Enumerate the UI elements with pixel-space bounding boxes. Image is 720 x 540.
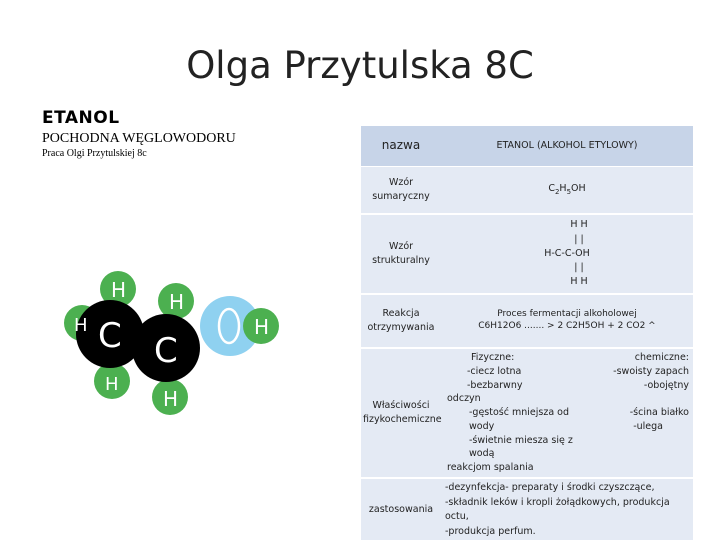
row-value	[441, 214, 693, 294]
row-value: ETANOL (ALKOHOL ETYLOWY)	[441, 126, 693, 166]
table-row	[361, 166, 693, 214]
atom-label: C	[154, 331, 178, 371]
row-value: $C_2H_5OH$	[441, 166, 693, 214]
applications-list: -dezynfekcja- preparaty i środki czyszczące, -składnik leków i kropli żołądkowych, produkcja octu, -produkcja perfum.	[445, 481, 670, 538]
atom-label: C	[98, 316, 122, 356]
atom-label: H	[254, 315, 270, 339]
category-heading: POCHODNA WĘGLOWODORU	[42, 131, 236, 146]
atom-label: H	[74, 315, 88, 336]
chemical-properties: chemiczne: -swoisty zapach -obojętny -ścina białko -ulega	[613, 352, 689, 432]
properties-columns	[445, 351, 689, 475]
table-row	[361, 214, 693, 294]
row-key: Wzór strukturalny	[361, 214, 441, 294]
row-value	[441, 348, 693, 478]
row-key: Reakcja otrzymywania	[361, 294, 441, 348]
ethanol-molecule-image	[64, 264, 284, 424]
table-row	[361, 348, 693, 478]
structural-formula: H H | | H-C-C-OH | | H H	[544, 219, 590, 288]
table-row	[361, 478, 693, 540]
page-title: Olga Przytulska 8C	[186, 44, 534, 87]
atom-label: H	[169, 290, 185, 314]
row-value: Proces fermentacji alkoholowej C6H12O6 ....... > 2 C2H5OH + 2 CO2 ^	[441, 294, 693, 348]
atom-label: H	[111, 278, 127, 302]
row-key: Właściwości fizykochemiczne	[361, 348, 441, 478]
row-key: zastosowania	[361, 478, 441, 540]
author-line: Praca Olgi Przytulskiej 8c	[42, 148, 147, 159]
row-key: nazwa	[361, 126, 441, 166]
subject-heading: ETANOL	[42, 108, 120, 128]
physical-properties: Fizyczne: -ciecz lotna -bezbarwny odczyn -gęstość mniejsza od wody -świetnie miesza się z wodą reakcjom spalania	[447, 352, 573, 474]
atom-label: H	[105, 374, 119, 395]
table-row	[361, 294, 693, 348]
row-key: Wzór sumaryczny	[361, 166, 441, 214]
row-value	[441, 478, 693, 540]
ethanol-properties-table	[361, 126, 693, 540]
table-row	[361, 126, 693, 166]
atom-label: H	[163, 387, 179, 411]
